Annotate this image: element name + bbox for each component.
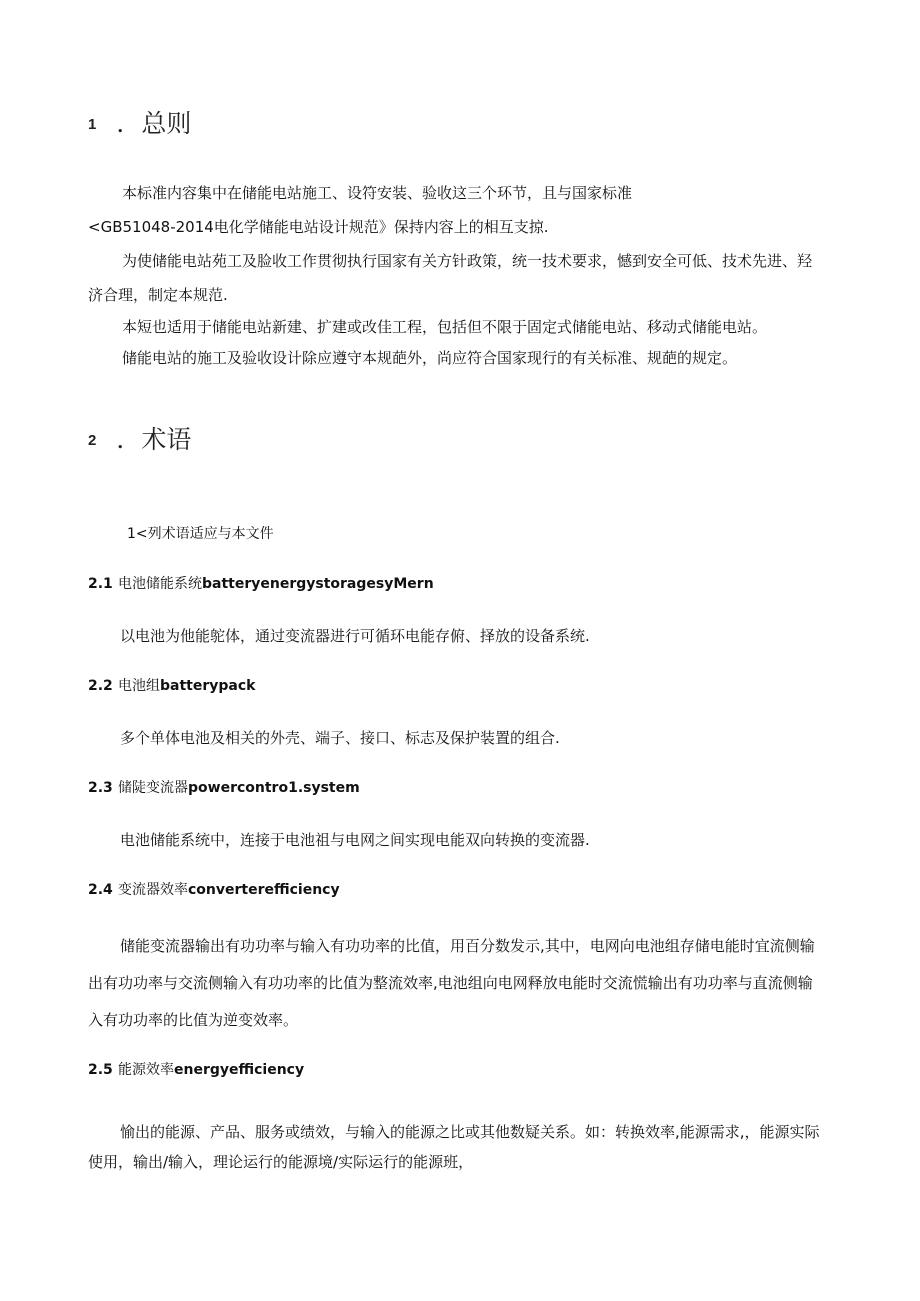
term-2-1-number: 2.1 [88,576,113,592]
term-2-3-definition: 电池储能系统中，连接于电池祖与电网之间实现电能双向转换的变流器. [120,831,590,849]
term-2-5-number: 2.5 [88,1062,113,1078]
section-1-para-4: 济合理，制定本规范. [88,286,228,304]
section-1-number: 1 [88,116,97,133]
term-2-1-name: 电池储能系统 [118,576,202,592]
section-1-para-6: 储能电站的施工及验收设计除应遵守本规葩外，尚应符合国家现行的有关标准、规葩的规定。 [122,349,738,367]
term-2-5-name: 能源效率 [118,1062,174,1078]
term-2-2-definition: 多个单体电池及相关的外壳、端子、接口、标志及保护装置的组合. [120,729,560,747]
term-2-2-number: 2.2 [88,678,113,694]
term-2-5-heading [88,1059,304,1079]
term-2-4-number: 2.4 [88,882,113,898]
section-1-para-2: <GB51048-2014电化学储能电站设计规范》保持内容上的相互支掠. [88,218,549,236]
section-1-para-1: 本标准内容集中在储能电站施工、设符安装、验收这三个环节，且与国家标准 [122,184,633,202]
section-1-para-5: 本短也适用于储能电站新建、扩建或改佳工程，包括但不限于固定式储能电站、移动式储能电站。 [122,318,768,336]
term-2-1-heading [88,573,434,593]
term-2-2-heading [88,675,255,695]
section-2-heading [88,420,191,456]
term-2-4-english: converterefficiency [188,882,340,898]
term-2-4-definition-line-3: 入有功功率的比值为逆变效率。 [88,1011,299,1029]
term-2-3-name: 储陡变流器 [118,780,188,796]
term-2-4-definition-line-1: 储能变流器输出有功功率与输入有功功率的比值，用百分数发示,其中，电网向电池组存储电能时宜流侧输 [120,937,815,955]
section-1-para-3: 为使储能电站苑工及脸收工作贯彻执行国家有关方针政策，统一技术要求，憾到安全可低、技术先进、羟 [122,252,813,270]
term-2-3-heading [88,777,360,797]
term-2-1-english: batteryenergystoragesyMern [202,576,434,592]
section-1-title: ．总则 [116,109,192,138]
term-2-5-definition-line-2: 使用，输出/输入，理论运行的能源境/实际运行的能源班， [88,1153,474,1171]
section-2-number: 2 [88,432,97,449]
term-2-1-definition: 以电池为他能鸵体，通过变流器进行可循环电能存俯、择放的设备系统. [120,627,590,645]
term-2-5-english: energyefficiency [174,1062,305,1078]
term-2-2-name: 电池组 [118,678,160,694]
term-2-3-number: 2.3 [88,780,113,796]
term-2-4-heading [88,879,340,899]
term-2-4-definition-line-2: 出有功功率与交流侧输入有功功率的比值为整流效率,电池组向电网释放电能时交流慌输出有功功率与直流侧输 [88,974,813,992]
term-2-5-definition-line-1: 愉出的能源、产品、服务或绩效，与输入的能源之比或其他数疑关系。如：转换效率,能源需求,，能源实际 [120,1123,820,1141]
section-2-intro: 1<列术语适应与本文件 [127,526,274,542]
term-2-4-name: 变流器效率 [118,882,188,898]
section-1-heading [88,104,191,140]
term-2-2-english: batterypack [160,678,256,694]
term-2-3-english: powercontro1.system [188,780,360,796]
section-2-title: ．术语 [116,425,192,454]
